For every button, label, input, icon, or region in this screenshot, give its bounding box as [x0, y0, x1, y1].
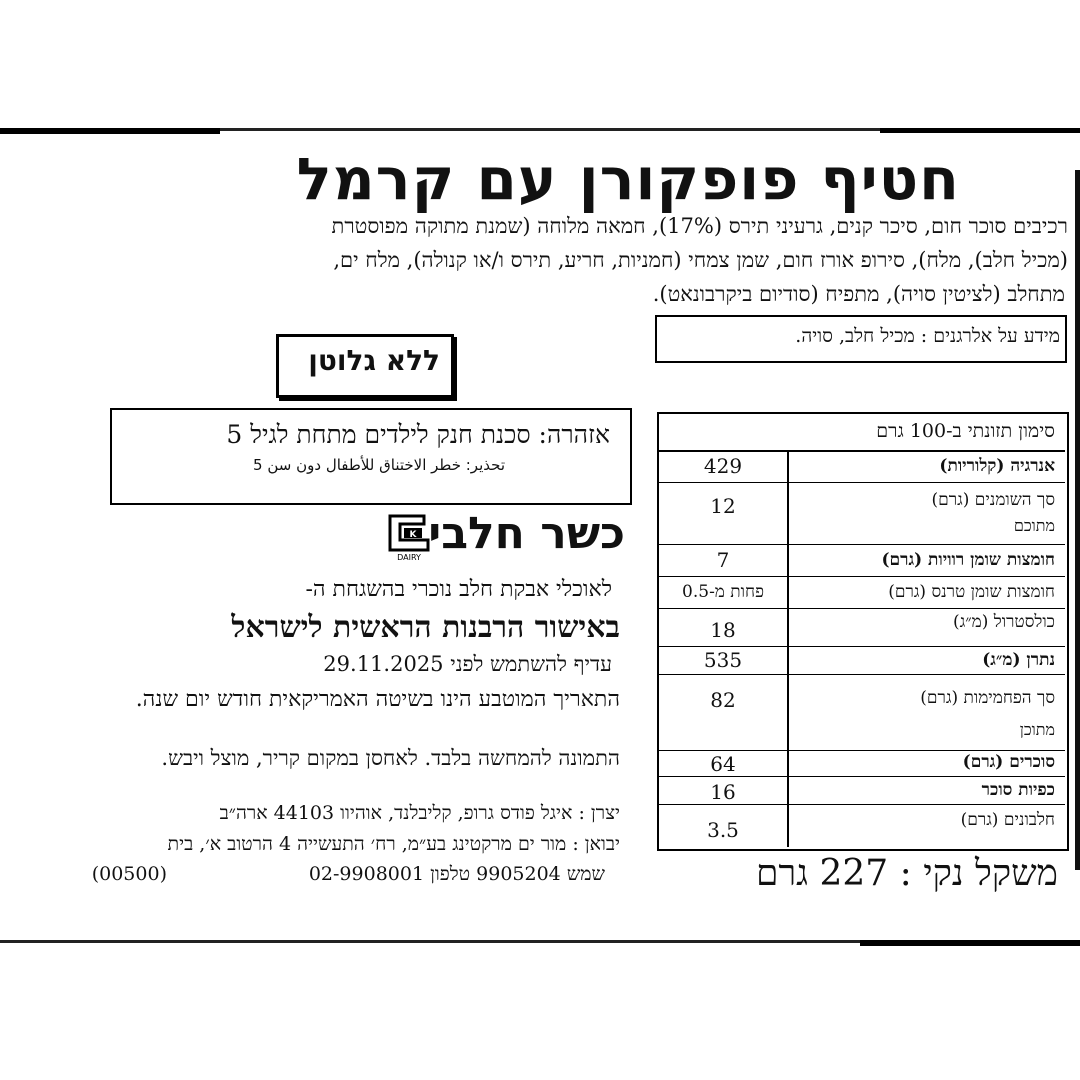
storage-note: התמונה להמחשה בלבד. לאחסן במקום קריר, מוצל ויבש.	[161, 746, 620, 770]
ingredients-line-3: מתחלב (לציטין סויה), מתפיח (סודיום ביקרבונאט).	[652, 282, 1065, 306]
nutrition-value: 18	[710, 618, 736, 642]
label-edge-right	[1075, 170, 1080, 870]
nutrition-label: סך השומנים (גרם)	[931, 490, 1055, 510]
background-top	[0, 0, 1080, 128]
nutrition-value: 535	[703, 648, 743, 672]
supervision-line: לאוכלי אבקת חלב נוכרי בהשגחת ה-	[305, 577, 612, 602]
nutrition-title: סימון תזונתי ב-100 גרם	[876, 420, 1055, 442]
nutrition-value: 7	[716, 548, 730, 572]
kosher-dairy-logo-icon	[384, 510, 434, 562]
nutrition-label: כולסטרול (מ״ג)	[952, 612, 1055, 632]
nutrition-value: 16	[710, 780, 736, 804]
nutrition-value: 429	[703, 454, 743, 478]
warning-hebrew: אזהרה: סכנת חנק לילדים מתחת לגיל 5	[226, 420, 610, 449]
kosher-label: כשר חלבי	[428, 508, 625, 559]
nutrition-value: פחות מ-0.5	[682, 582, 764, 602]
importer-line: יבואן : מור ים מרקטינג בע״מ, רח׳ התעשייה 4 הרטוב א׳, בית	[167, 833, 620, 855]
nutrition-row	[659, 450, 1065, 483]
nutrition-row	[659, 608, 1065, 647]
nutrition-value: 82	[710, 688, 736, 712]
nutrition-label: כפיות סוכר	[981, 780, 1055, 800]
background-bottom	[0, 942, 1080, 1080]
nutrition-label: אנרגיה (קלוריות)	[939, 456, 1055, 476]
nutrition-label: חומצות שומן רוויות (גרם)	[881, 550, 1055, 570]
label-edge-bottom-right	[860, 940, 1080, 946]
nutrition-row	[659, 804, 1065, 847]
allergen-info: מידע על אלרגנים : מכיל חלב, סויה.	[795, 325, 1060, 347]
nutrition-row	[659, 646, 1065, 675]
nutrition-label: סוכרים (גרם)	[962, 752, 1055, 772]
rabbinate-line: באישור הרבנות הראשית לישראל	[231, 610, 620, 645]
nutrition-table	[657, 412, 1069, 851]
nutrition-label: חלבונים (גרם)	[960, 810, 1055, 830]
nutrition-title-row	[659, 414, 1065, 452]
net-weight: משקל נקי : 227 גרם	[755, 853, 1058, 894]
nutrition-row	[659, 776, 1065, 805]
nutrition-row	[659, 544, 1065, 577]
nutrition-value: 64	[710, 752, 736, 776]
nutrition-label: סך הפחמימות (גרם)	[920, 688, 1055, 708]
nutrition-sublabel: מתוכן	[1019, 720, 1055, 739]
nutrition-sublabel: מתוכם	[1013, 516, 1055, 535]
label-edge-top-left	[0, 128, 220, 134]
nutrition-row	[659, 674, 1065, 751]
best-before: עדיף להשתמש לפני 29.11.2025	[323, 652, 612, 676]
warning-arabic: تحذير: خطر الاختناق للأطفال دون سن 5	[253, 456, 505, 474]
product-title: חטיף פופקורן עם קרמל	[296, 145, 960, 213]
nutrition-label: חומצות שומן טרנס (גרם)	[888, 582, 1055, 602]
manufacturer-line: יצרן : איגל פודס גרופ, קליבלנד, אוהיוו 44103 ארה״ב	[219, 802, 620, 824]
nutrition-label: נתרן (מ״ג)	[982, 650, 1055, 670]
ingredients-line-1: רכיבים סוכר חום, סיכר קנים, גרעיני תירס (17%), חמאה מלוחה (שמנת מתוקה מפוסטרת	[331, 214, 1068, 238]
nutrition-row	[659, 576, 1065, 609]
product-code: (00500)	[91, 863, 167, 885]
gluten-free-label: ללא גלוטן	[308, 344, 440, 377]
nutrition-row	[659, 750, 1065, 777]
nutrition-value: 12	[710, 494, 736, 518]
nutrition-row	[659, 482, 1065, 545]
importer-phone-line: שמש 9905204 טלפון 02-9908001	[308, 863, 605, 885]
kosher-logo-text: DAIRY	[397, 553, 421, 562]
kosher-logo-letter: K	[409, 530, 417, 540]
date-format-note: התאריך המוטבע הינו בשיטה האמריקאית חודש יום שנה.	[135, 687, 620, 712]
nutrition-value: 3.5	[707, 818, 739, 842]
ingredients-line-2: (מכיל חלב), מלח), סירופ אורז חום, שמן צמחי (חמניות, חריע, תירס ו/או קנולה), מלח ים,	[333, 248, 1068, 272]
label-edge-top-right	[880, 128, 1080, 133]
